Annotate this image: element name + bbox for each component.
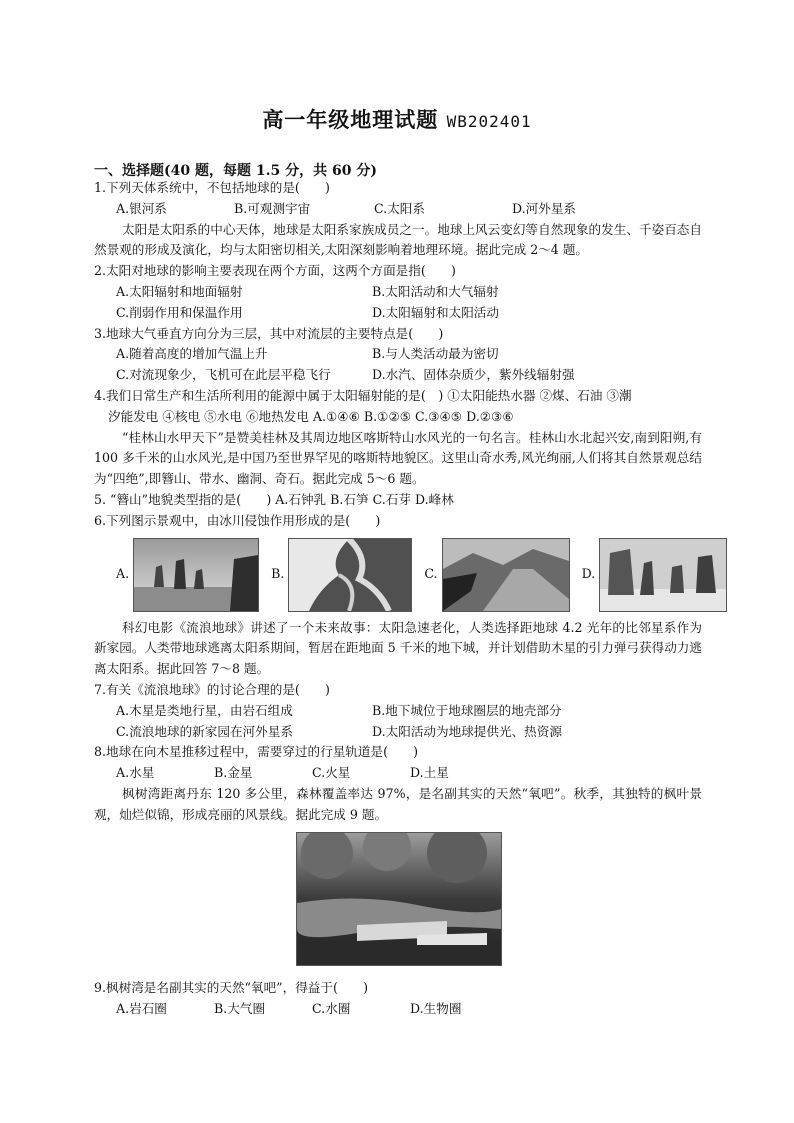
question-7: 7.有关《流浪地球》的讨论合理的是( ) [94, 681, 330, 697]
image-option-b [271, 538, 412, 612]
option: A.水星 [116, 765, 155, 781]
question-6-images [116, 534, 702, 616]
question-5: 5. “簪山”地貌类型指的是( ) A.石钟乳 B.石笋 C.石芽 D.峰林 [94, 491, 454, 507]
desert-rocks-photo [599, 538, 727, 612]
page-title [0, 104, 794, 134]
question-2: 2.太阳对地球的影响主要表现在两个方面，这两个方面是指( ) [94, 263, 456, 279]
option: D.水汽、固体杂质少，紫外线辐射强 [372, 367, 575, 383]
question-3: 3.地球大气垂直方向分为三层，其中对流层的主要特点是( ) [94, 325, 444, 341]
image-option-a [116, 538, 259, 612]
option: A.木星是类地行星，由岩石组成 [116, 702, 293, 718]
option: C.对流现象少，飞机可在此层平稳飞行 [116, 367, 331, 383]
image-label: A. [116, 566, 130, 582]
image-label: B. [271, 566, 285, 582]
option: D.太阳辐射和太阳活动 [372, 304, 499, 320]
option: D.生物圈 [410, 1001, 462, 1017]
option: C.削弱作用和保温作用 [116, 304, 243, 320]
question-2-options [94, 303, 702, 324]
question-1: 1.下列天体系统中，不包括地球的是( ) [94, 180, 330, 195]
sea-stacks-photo [133, 538, 259, 612]
option: B.大气圈 [214, 1001, 266, 1017]
question-7-options [94, 722, 702, 743]
passage-2: “桂林山水甲天下”是赞美桂林及其周边地区喀斯特山水风光的一句名言。桂林山水北起兴安,南到阳朔,有 100 多千米的山水风光,是中国乃至世界罕见的喀斯特地貌区。这里山奇水秀,风光绚丽,人们将其自然景观总结为“四绝”,即簪山、带水、幽洞、奇石。据此完成 5～6 题。 [94, 429, 702, 487]
option: B.可观测宇宙 [234, 200, 311, 216]
image-label: D. [581, 566, 596, 582]
fjord-photo [442, 538, 570, 612]
exam-code: WB202401 [446, 112, 532, 131]
option: B.金星 [214, 765, 253, 781]
option: C.流浪地球的新家园在河外星系 [116, 723, 293, 739]
question-2-options [94, 282, 702, 303]
passage-4: 枫树湾距离丹东 120 多公里，森林覆盖率达 97%，是名副其实的天然“氧吧”。秋季，其独特的枫叶景观，灿烂似锦，形成亮丽的风景线。据此完成 9 题。 [94, 785, 702, 822]
question-9-options [94, 999, 702, 1020]
section-heading: 一、选择题(40 题，每题 1.5 分，共 60 分) [94, 163, 377, 179]
question-4-continued: 汐能发电 ④核电 ⑤水电 ⑥地热发电 A.①④⑥ B.①②⑤ C.③④⑤ D.②③⑥ [108, 408, 514, 424]
option: B.太阳活动和大气辐射 [372, 283, 499, 299]
question-8: 8.地球在向木星推移过程中，需要穿过的行星轨道是( ) [94, 744, 419, 760]
question-3-options [94, 344, 702, 365]
option: D.土星 [410, 765, 449, 781]
question-body [94, 178, 702, 1020]
option: B.与人类活动最为密切 [372, 346, 499, 362]
option: C.水圈 [312, 1001, 351, 1017]
option: D.河外星系 [512, 200, 577, 216]
option: A.随着高度的增加气温上升 [116, 346, 268, 362]
image-option-d [582, 538, 728, 612]
question-9: 9.枫树湾是名副其实的天然“氧吧”，得益于( ) [94, 980, 369, 996]
option: A.银河系 [116, 200, 167, 216]
question-6: 6.下列图示景观中，由冰川侵蚀作用形成的是( ) [94, 512, 381, 528]
delta-aerial-photo [288, 538, 412, 612]
passage-1: 太阳是太阳系的中心天体，地球是太阳系家族成员之一。地球上风云变幻等自然现象的发生、千姿百态自然景观的形成及演化，均与太阳密切相关,太阳深刻影响着地理环境。据此完成 2～4 题。 [94, 221, 702, 258]
option: D.太阳活动为地球提供光、热资源 [372, 723, 562, 739]
option: C.太阳系 [374, 200, 425, 216]
maple-bay-stream-photo [296, 832, 502, 966]
image-option-c [424, 538, 569, 612]
option: A.太阳辐射和地面辐射 [116, 283, 243, 299]
option: A.岩石圈 [116, 1001, 167, 1017]
image-label: C. [424, 566, 438, 582]
question-3-options [94, 365, 702, 386]
option: B.地下城位于地球圈层的地壳部分 [372, 702, 562, 718]
question-4: 4.我们日常生产和生活所利用的能源中属于太阳辐射能的是( ) ①太阳能热水器 ②煤、石油 ③潮 [94, 387, 632, 403]
question-1-options [94, 199, 702, 220]
passage-3: 科幻电影《流浪地球》讲述了一个未来故事：太阳急速老化，人类选择距地球 4.2 光年的比邻星系作为新家园。人类带地球逃离太阳系期间，暂居在距地面 5 千米的地下城，并计划借助木星的引力弹弓获得动力逃离太阳系。据此回答 7～8 题。 [94, 619, 702, 677]
question-7-options [94, 701, 702, 722]
question-8-options [94, 763, 702, 784]
option: C.火星 [312, 765, 351, 781]
title-text: 高一年级地理试题 [262, 107, 439, 132]
